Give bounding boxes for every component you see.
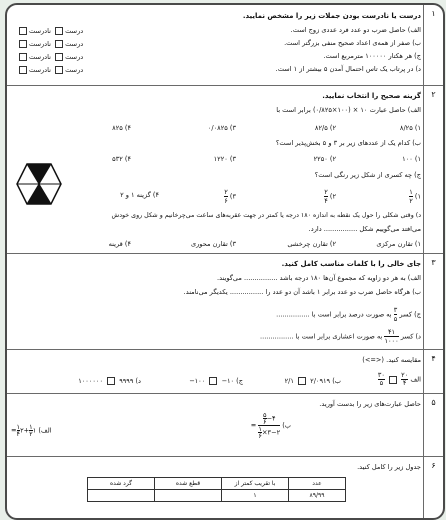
exam-page [5,3,445,520]
part-b-text: ب) کدام یک از عددهای زیر بر ۳ و ۵ بخش‌پذیر است؟ [275,139,421,147]
option[interactable]: ۳) ۲ ۶ [224,188,236,205]
part-a-text: الف) حاصل عبارت ۱۰ × (۱۰۰×۰/۸۲۵) برابر است با [276,106,421,114]
option[interactable]: ۴) ۸۲۵ [112,124,131,132]
false-checkbox[interactable] [19,66,27,74]
true-checkbox[interactable] [55,53,63,61]
fraction: ۲ ۶ [224,188,228,205]
option[interactable]: ۱) ۸/۲۵ [399,124,421,132]
option[interactable]: ۱) تقارن مرکزی [376,240,421,248]
question-number: ۴ [423,350,443,394]
rounding-table [87,477,346,502]
false-checkbox[interactable] [19,27,27,35]
option[interactable]: ۲) ۲ ۴ [324,188,336,205]
false-checkbox[interactable] [19,40,27,48]
statement-b: ب) صفر از همه‌ی اعداد صحیح منفی بزرگتر است. [284,39,421,47]
question-6 [7,456,443,520]
expression-b: ب) ۴− ۵ ۶ ۳−۲× ۱ ۶ = [250,411,291,440]
blank-a: الف) به هر دو زاویه که مجموع آن‌ها ۱۸۰ درجه باشد ................ می‌گویند. [216,274,421,282]
question-number: ۶ [423,457,443,520]
fraction: ۳ ۵ [393,306,398,323]
true-checkbox[interactable] [55,66,63,74]
question-title: درست یا نادرست بودن جملات زیر را مشخص نمایید. [242,12,421,20]
expression-a: الف) ۱ ۱ ۲ +۲ ۱ ۴ = [11,423,52,438]
question-title: حاصل عبارت‌های زیر را بدست آورید. [319,400,421,408]
question-number: ۲ [423,86,443,254]
question-number: ۱ [423,5,443,85]
option[interactable]: ۲) ۲۲۵۰ [313,155,336,163]
fraction: ۲ ۴ [324,188,328,205]
option[interactable]: ۲) ۸۲/۵ [314,124,336,132]
part-d-text: د) وقتی شکلی را حول یک نقطه به اندازه ۱۸۰ درجه یا کمتر در جهت عقربه‌های ساعت می‌چرخانیم و شکل روی خودش [111,212,421,219]
table-header: عدد [289,478,346,490]
question-number: ۳ [423,254,443,350]
true-checkbox[interactable] [55,40,63,48]
option[interactable]: ۴) گزینه ۱ و ۲ [120,191,159,199]
question-title: جدول زیر را کامل کنید. [357,463,421,471]
option[interactable]: ۴) قرینه [108,240,131,248]
tf-options: درست نادرست درست نادرست درست نادرست درست نادرست [17,25,83,77]
question-4 [7,349,443,394]
fraction: ۴۱ ۱۰۰۰ [384,328,399,345]
table-cell-input[interactable] [88,490,155,502]
option[interactable]: ۱) ۱۰۰ [402,155,421,163]
hexagon-figure [15,162,63,206]
statement-c: ج) هر هکتار ۱۰۰۰۰۰ مترمربع است. [323,52,421,60]
table-cell: ۸۹/۹۹ [289,490,346,502]
question-3 [7,253,443,350]
option[interactable]: ۲) تقارن چرخشی [287,240,336,248]
table-header: قطع شده [155,478,222,490]
table-header: گرد شده [88,478,155,490]
table-cell-input[interactable] [155,490,222,502]
table-header: با تقریب کمتر از [222,478,289,490]
question-title: جای خالی را با کلمات مناسب کامل کنید. [281,260,421,268]
question-5 [7,393,443,457]
blank-d: د) کسر ۴۱ ۱۰۰۰ به صورت اعشاری برابر است با ................ [260,328,421,345]
true-checkbox[interactable] [55,27,63,35]
fraction: ۱ ۲ [409,188,413,205]
question-number: ۵ [423,394,443,457]
option[interactable]: ۳) ۱۲۲۰ [213,155,236,163]
part-c-text: ج) چه کسری از شکل زیر رنگی است؟ [314,171,421,179]
compare-b: ب) ۲/۰۹۱۹ ۲/۱ [284,377,341,385]
blank-c: ج) کسر ۳ ۵ به صورت درصد برابر است با ................ [276,306,421,323]
option[interactable]: ۱) ۱ ۲ [409,188,421,205]
question-2 [7,85,443,254]
compare-c: ج) ۱۰− ۱۰۰− [189,377,243,385]
statement-a: الف) حاصل ضرب دو عدد فرد عددی زوج است. [290,26,421,34]
compare-d: د) ۹۹۹۹ ۱۰۰۰۰۰۰ [78,377,141,385]
compare-a: الف ۲۰ ۴ ۳۰ ۵ [377,371,421,387]
false-checkbox[interactable] [19,53,27,61]
option[interactable]: ۳) ۰/۰۸۲۵ [207,124,236,132]
table-cell: ۱ [222,490,289,502]
statement-d: د) در پرتاب یک تاس احتمال آمدن ۵ بیشتر از ۱ است. [275,65,421,73]
question-1 [7,5,443,85]
option[interactable]: ۳) تقارن محوری [190,240,236,248]
option[interactable]: ۴) ۵۳۲ [112,155,131,163]
blank-b: ب) هرگاه حاصل ضرب دو عدد برابر ۱ باشد آن دو عدد را ................ یکدیگر می‌نامند. [183,288,421,296]
question-title: گزینه صحیح را انتخاب نمایید. [322,92,421,100]
question-title: مقایسه کنید. (<=>) [362,356,421,364]
part-d-text-2: می‌افتد می‌گوییم شکل ................ دارد. [308,225,421,233]
